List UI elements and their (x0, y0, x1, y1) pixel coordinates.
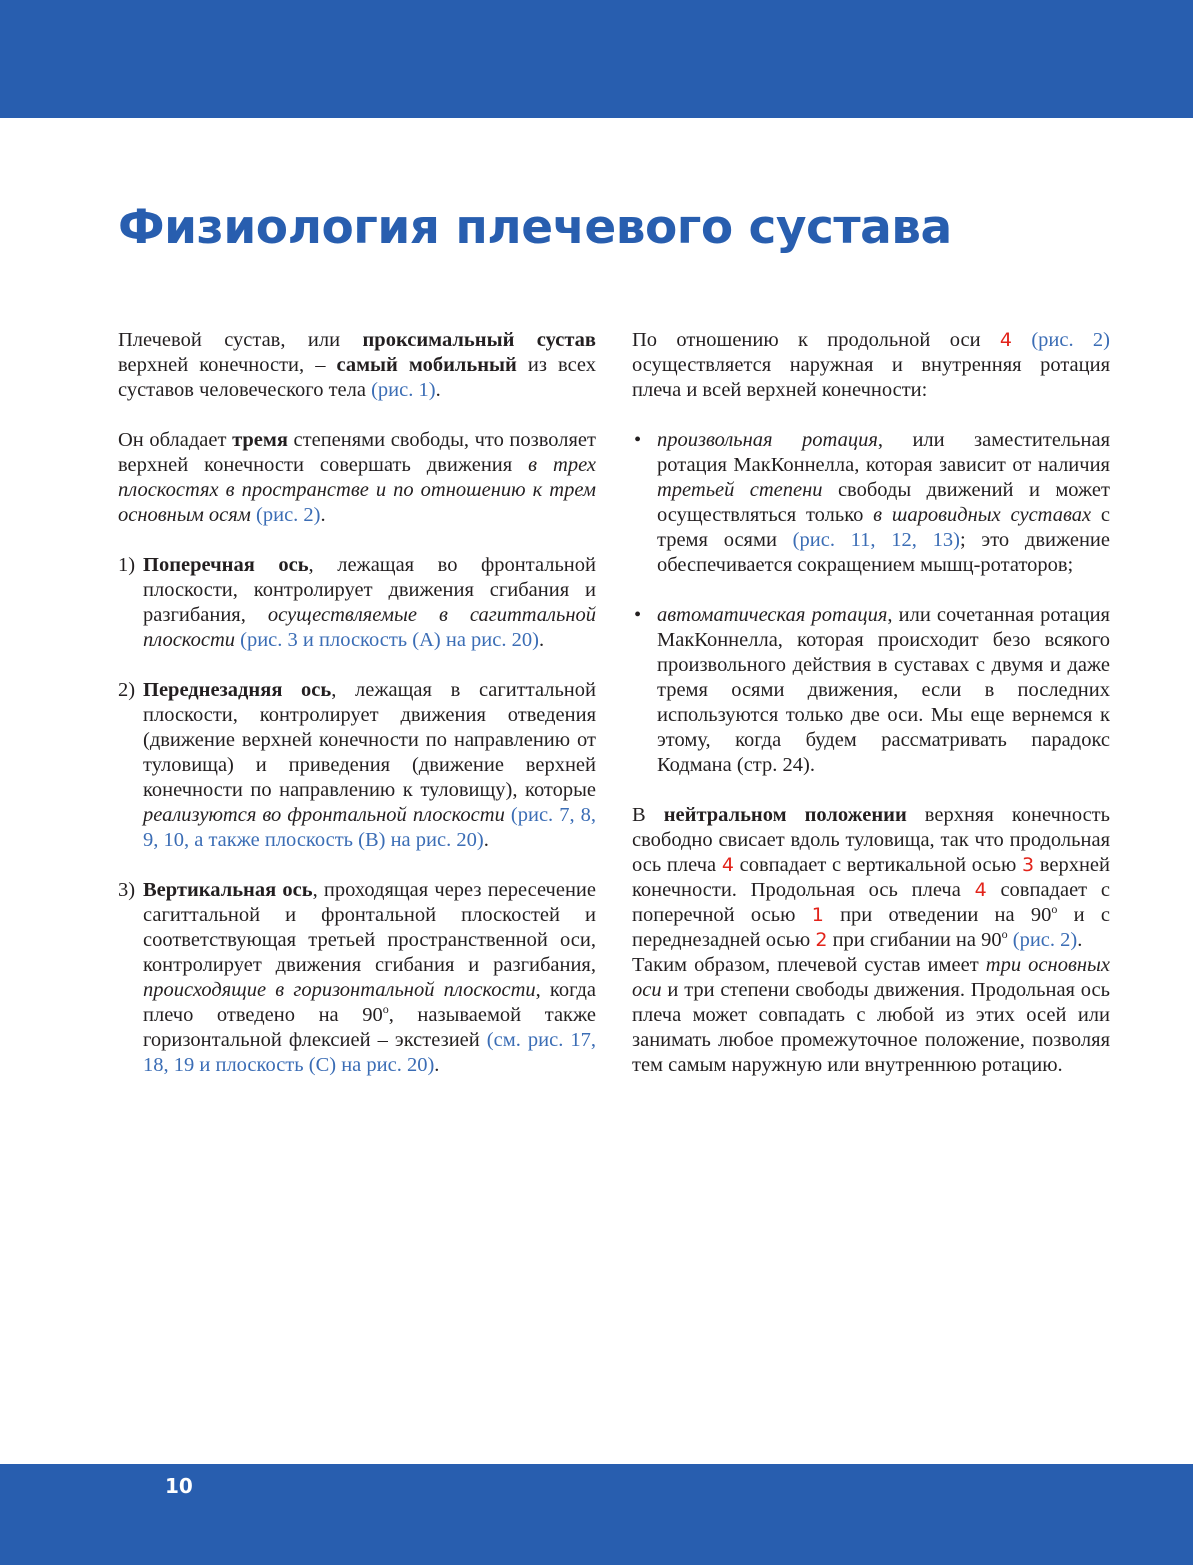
italic-phrase: произвольная ротация (657, 429, 878, 451)
bold-term: нейтральном положении (663, 804, 907, 826)
text: , лежащая в сагиттальной плоскости, контролирует движения отведения (движение верхней конечности по направлению от туловища) и приведения (движение верхней конечности по направлению к туловищу), которые (143, 679, 596, 801)
item-number: 1) (118, 554, 136, 576)
text: верхняя конечность свободно свисает вдоль туловища, так что продольная ось плеча (632, 804, 1110, 876)
text: с тремя осями (657, 504, 1110, 551)
axis-marker: 4 (974, 879, 987, 901)
text: при сгибании на 90 (827, 929, 1002, 951)
bullet-voluntary-rotation (632, 428, 1110, 578)
bold-term: проксимальный сустав (362, 329, 596, 351)
axis-marker: 1 (811, 904, 824, 926)
text: осуществляется наружная и внутренняя ротация плеча и всей верхней конечности: (632, 354, 1110, 401)
right-column (632, 328, 1110, 1103)
axis-marker: 2 (815, 929, 828, 951)
text: верхней конечности. Продольная ось плеча (632, 854, 1110, 901)
item-number: 3) (118, 879, 136, 901)
text: и с переднезадней осью (632, 904, 1111, 951)
italic-phrase: третьей степени (657, 479, 823, 501)
text: , проходящая через пересечение сагиттальной и фронтальной плоскостей и соответствующая третьей пространственной оси, контролирует движения сгибания и разгибания, (143, 879, 597, 976)
figure-ref: (рис. 7, 8, 9, 10, а также плоскость (B) на рис. 20) (143, 804, 596, 851)
text: , когда плечо отведено на 90 (143, 979, 596, 1026)
text: , или заместительная ротация МакКоннелла, которая зависит от наличия (657, 429, 1110, 476)
text: В (632, 804, 664, 826)
bullet-automatic-rotation (632, 603, 1110, 778)
punct: . (483, 829, 489, 851)
figure-ref: (рис. 1) (371, 379, 436, 401)
header-band (0, 0, 1193, 118)
degrees-of-freedom-paragraph (118, 428, 596, 528)
italic-phrase: в шаровидных суставах (873, 504, 1092, 526)
bullet-mark: • (634, 429, 642, 451)
figure-ref: (рис. 2) (256, 504, 321, 526)
bold-term: Поперечная ось (143, 554, 309, 576)
punct: . (435, 379, 441, 401)
degree-mark: o (1001, 927, 1008, 942)
text: Плечевой сустав, или (118, 329, 363, 351)
text: из всех суставов человеческого тела (118, 354, 596, 401)
text: , или сочетанная ротация МакКоннелла, которая происходит безо всякого произвольного действия в суставах с двумя и даже тремя осями движения, если в последних используются только две оси. Мы еще вернемся к этому, когда будем рассматривать парадокс Кодмана (стр. 24). (657, 604, 1110, 776)
figure-ref: (рис. 11, 12, 13) (792, 529, 960, 551)
text: и три степени свободы движения. Продольная ось плеча может совпадать с любой из этих осей или занимать любое промежуточное положение, позволяя тем самым наружную или внутреннюю ротацию. (632, 979, 1110, 1076)
text: , лежащая во фронтальной плоскости, контролирует движения сгибания и разгибания, (143, 554, 596, 626)
italic-phrase: автоматическая ротация (657, 604, 888, 626)
punct: . (434, 1054, 440, 1076)
bold-term: тремя (232, 429, 288, 451)
text: верхней конечности, – (118, 354, 337, 376)
text: , называемой также горизонтальной флексией – экстезией (143, 1004, 596, 1051)
degree-mark: o (1051, 902, 1058, 917)
text: ; это движение обеспечивается сокращением мышц-ротаторов; (657, 529, 1111, 576)
italic-phrase: осуществляемые в сагиттальной плоскости (143, 604, 596, 651)
bold-term: самый мобильный (336, 354, 517, 376)
degree-mark: o (382, 1002, 389, 1017)
neutral-position-paragraph (632, 803, 1110, 953)
italic-phrase: три основных оси (632, 954, 1111, 1001)
axis-item-transverse (118, 553, 596, 653)
rotation-intro-paragraph (632, 328, 1110, 403)
figure-ref: (см. рис. 17, 18, 19 и плоскость (C) на рис. 20) (143, 1029, 597, 1076)
figure-ref: (рис. 3 и плоскость (A) на рис. 20) (240, 629, 539, 651)
italic-phrase: в трех плоскостях в пространстве и по отношению к трем основным осям (118, 454, 597, 526)
axis-item-anteroposterior (118, 678, 596, 853)
italic-phrase: реализуются во фронтальной плоскости (143, 804, 505, 826)
left-column (118, 328, 596, 1103)
text: совпадает с вертикальной осью (733, 854, 1022, 876)
punct: . (538, 629, 545, 651)
italic-phrase: происходящие в горизонтальной плоскости (143, 979, 536, 1001)
text: свободы движений и может осуществляться только (657, 479, 1110, 526)
text: степенями свободы, что позволяет верхней конечности совершать движения (118, 429, 596, 476)
text: Он обладает (118, 429, 233, 451)
text: Таким образом, плечевой сустав имеет (632, 954, 986, 976)
page-number: 10 (165, 1474, 193, 1498)
intro-paragraph (118, 328, 596, 403)
item-number: 2) (118, 679, 136, 701)
text: По отношению к продольной оси (632, 329, 1000, 351)
axis-marker: 3 (1022, 854, 1035, 876)
axis-marker: 4 (721, 854, 734, 876)
text: при отведении на 90 (823, 904, 1052, 926)
bold-term: Вертикальная ось (143, 879, 313, 901)
figure-ref: (рис. 2) (1012, 929, 1078, 951)
summary-paragraph (632, 953, 1110, 1078)
text: совпадает с поперечной осью (632, 879, 1110, 926)
axis-item-vertical (118, 878, 596, 1078)
axis-marker: 4 (999, 329, 1012, 351)
text (1012, 329, 1031, 351)
figure-ref: (рис. 2) (1031, 329, 1110, 351)
bold-term: Переднезадняя ось (143, 679, 332, 701)
punct: . (320, 504, 326, 526)
bullet-mark: • (634, 604, 642, 626)
page-title: Физиология плечевого сустава (118, 200, 952, 255)
punct: . (1077, 929, 1083, 951)
